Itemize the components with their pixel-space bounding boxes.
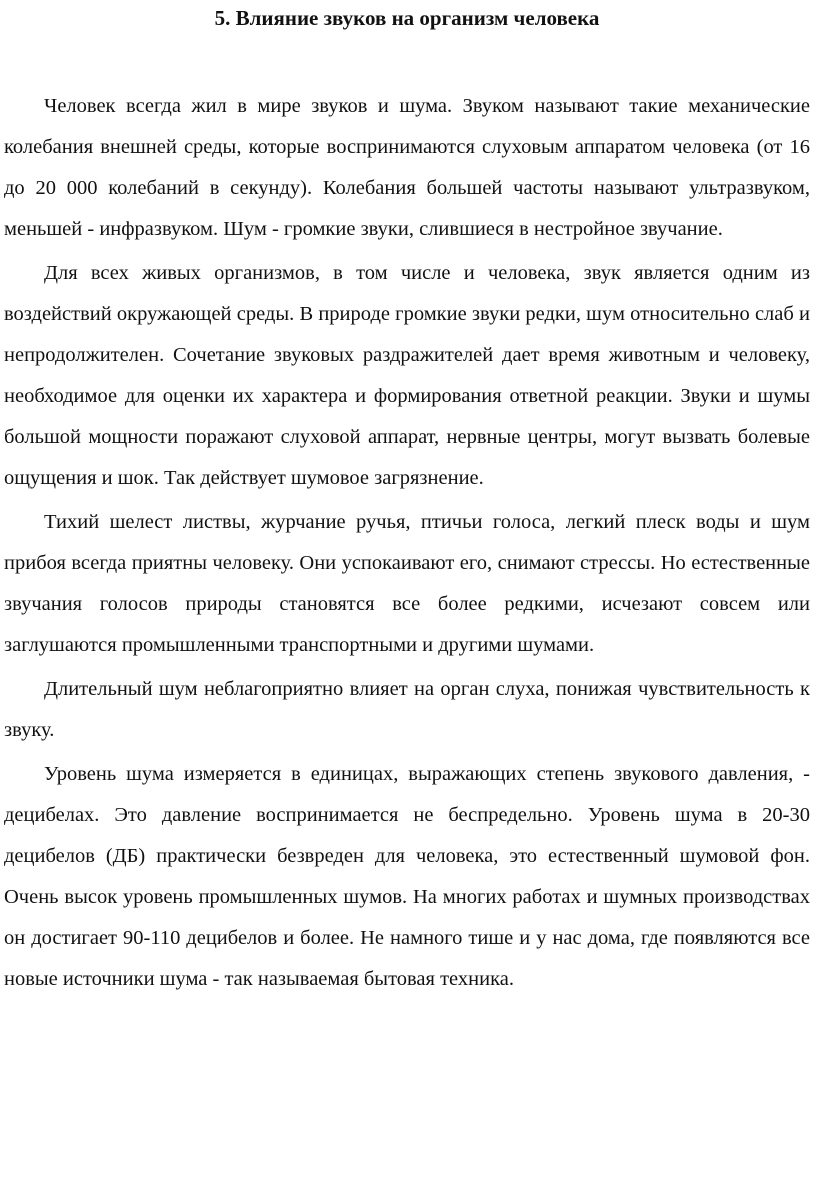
paragraph-2: Для всех живых организмов, в том числе и человека, звук является одним из воздействий окружающей среды. В природе громкие звуки редки, шум относительно слаб и непродолжителен. Сочетание звуковых раздражителей дает время животным и человеку, необходимое для оценки их характера и формирования ответной реакции. Звуки и шумы большой мощности поражают слуховой аппарат, нервные центры, могут вызвать болевые ощущения и шок. Так действует шумовое загрязнение. xyxy=(4,262,810,489)
paragraph-4: Длительный шум неблагоприятно влияет на орган слуха, понижая чувствительность к звуку. xyxy=(4,678,810,741)
paragraph-5: Уровень шума измеряется в единицах, выражающих степень звукового давления, - децибелах. Это давление воспринимается не беспредельно. Уровень шума в 20-30 децибелов (ДБ) практически безвреден для человека, это естественный шумовой фон. Очень высок уровень промышленных шумов. На многих работах и шумных производствах он достигает 90-110 децибелов и более. Не намного тише и у нас дома, где появляются все новые источники шума - так называемая бытовая техника. xyxy=(4,763,810,990)
document-title: 5. Влияние звуков на организм человека xyxy=(214,6,600,30)
paragraph-1: Человек всегда жил в мире звуков и шума. Звуком называют такие механические колебания внешней среды, которые воспринимаются слуховым аппаратом человека (от 16 до 20 000 колебаний в секунду). Колебания большей частоты называют ультразвуком, меньшей - инфразвуком. Шум - громкие звуки, слившиеся в нестройное звучание. xyxy=(4,95,810,240)
document-body xyxy=(4,86,810,1000)
paragraph-3: Тихий шелест листвы, журчание ручья, птичьи голоса, легкий плеск воды и шум прибоя всегда приятны человеку. Они успокаивают его, снимают стрессы. Но естественные звучания голосов природы становятся все более редкими, исчезают совсем или заглушаются промышленными транспортными и другими шумами. xyxy=(4,511,810,656)
